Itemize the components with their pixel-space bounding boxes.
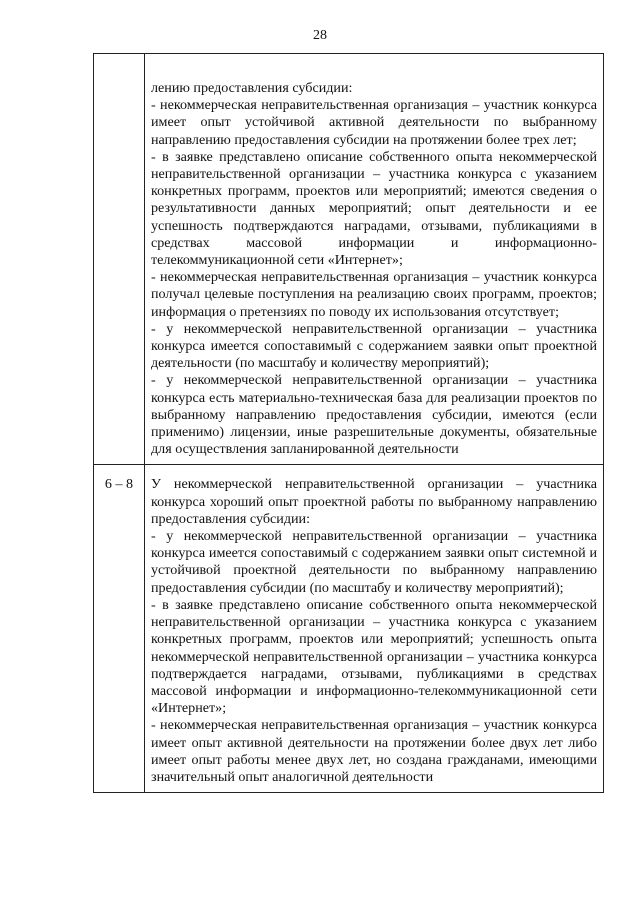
paragraph: - у некоммерческой неправительственной организации – участника конкурса имеется сопоставимый с содержанием заявки опыт системной и устойчивой проектной деятельности по выбранному направлению предоставления субсидии (по масштабу и количеству мероприятий); [151, 528, 597, 596]
paragraph: - в заявке представлено описание собственного опыта некоммерческой неправительственной организации – участника конкурса с указанием конкретных программ, проектов или мероприятий; успешность опыта некоммерческой неправительственной организации – участника конкурса подтверждается наградами, отзывами, публикациями в средствах массовой информации и информационно-телекоммуникационной сети «Интернет»; [151, 596, 597, 717]
table-row [94, 54, 604, 465]
description-cell [145, 465, 604, 793]
page-number: 28 [313, 28, 327, 43]
description-cell [145, 54, 604, 465]
paragraph: - у некоммерческой неправительственной организации – участника конкурса имеется сопоставимый с содержанием заявки опыт проектной деятельности (по масштабу и количеству мероприятий); [151, 320, 597, 372]
paragraph: У некоммерческой неправительственной организации – участника конкурса хороший опыт проектной работы по выбранному направлению предоставления субсидии: [151, 476, 597, 527]
paragraph: - в заявке представлено описание собственного опыта некоммерческой неправительственной организации – участника конкурса с указанием конкретных программ, проектов или мероприятий; имеются сведения о результативности данных мероприятий; опыт деятельности и ее успешность подтверждаются наградами, отзывами, публикациями в средствах массовой информации и информационно-телекоммуникационной сети «Интернет»; [151, 148, 597, 269]
criteria-table [93, 53, 604, 793]
paragraph: - некоммерческая неправительственная организация – участник конкурса получал целевые поступления на реализацию своих программ, проектов; информация о претензиях по поводу их использования отсутствует; [151, 269, 597, 320]
paragraph: лению предоставления субсидии: [151, 80, 353, 96]
score-cell [94, 54, 145, 465]
paragraph: - у некоммерческой неправительственной организации – участника конкурса есть материально-техническая база для реализации проектов по выбранному направлению предоставления субсидии, имеются (если применимо) лицензии, иные разрешительные документы, обязательные для осуществления запланированной деятельности [151, 372, 597, 458]
score-cell: 6 – 8 [94, 465, 145, 793]
paragraph: - некоммерческая неправительственная организация – участник конкурса имеет опыт активной деятельности на протяжении более двух лет либо имеет опыт работы менее двух лет, но создана гражданами, имеющими значительный опыт аналогичной деятельности [151, 717, 597, 785]
paragraph: - некоммерческая неправительственная организация – участник конкурса имеет опыт устойчивой активной деятельности по выбранному направлению предоставления субсидии на протяжении более трех лет; [151, 97, 597, 148]
table-row [94, 465, 604, 793]
